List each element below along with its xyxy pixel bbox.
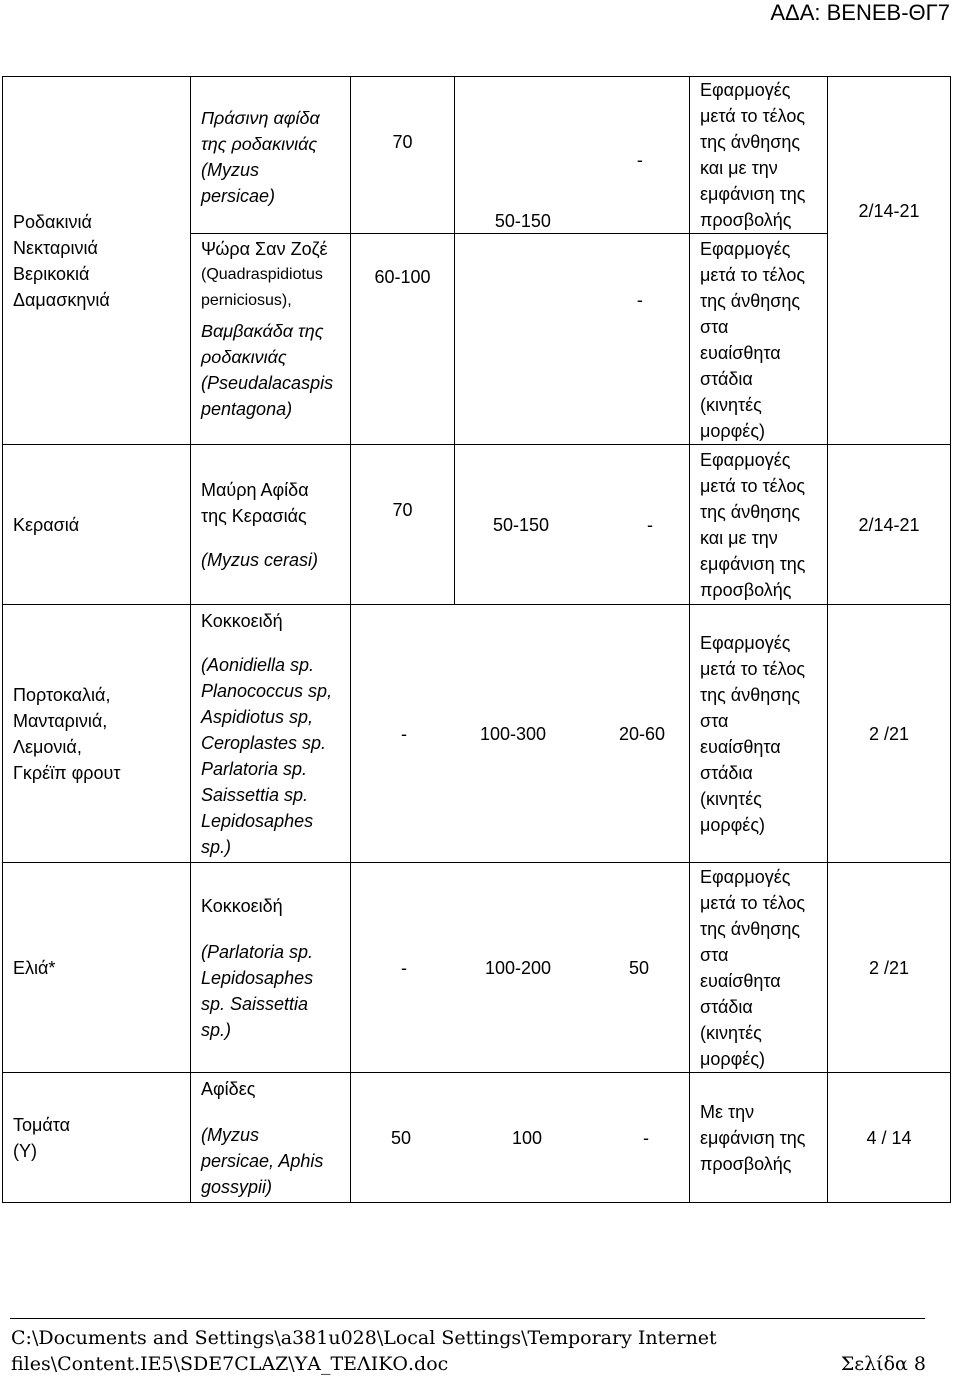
dose-c-value: 50 <box>628 957 649 978</box>
pest-name: της ροδακινιάς <box>201 134 318 154</box>
timing-text: μετά το τέλος <box>700 475 806 496</box>
timing-text: ευαίσθητα <box>700 343 781 363</box>
pest-cell <box>191 1073 351 1203</box>
page-number: Σελίδα 8 <box>840 1353 926 1375</box>
crop-name: Νεκταρινιά <box>13 237 98 258</box>
crop-cell <box>3 1073 191 1203</box>
timing-text: εμφάνιση της <box>700 184 806 204</box>
file-path: C:\Documents and Settings\a381u028\Local Settings\Temporary Internet <box>11 1327 717 1349</box>
dose-b-value: 50-150 <box>494 211 551 231</box>
apps-value: 2 /21 <box>868 723 910 744</box>
apps-cell <box>828 863 951 1073</box>
timing-text: Εφαρμογές <box>700 80 791 100</box>
timing-text: Εφαρμογές <box>700 866 791 887</box>
timing-cell <box>690 605 828 863</box>
pest-name: Μαύρη Αφίδα <box>201 479 309 500</box>
document-code: ΑΔΑ: ΒΕΝΕΒ-ΘΓ7 <box>770 0 950 25</box>
table-row <box>3 605 951 863</box>
dose-a-cell <box>351 445 455 605</box>
crop-name: Μανταρινιά, <box>13 710 108 731</box>
pest-name: Ψώρα Σαν Ζοζέ <box>201 239 328 259</box>
pest-cell <box>191 605 351 863</box>
timing-text: μετά το τέλος <box>700 106 806 126</box>
table-row <box>3 863 951 1073</box>
pesticide-table <box>2 76 951 1203</box>
timing-text: Εφαρμογές <box>700 449 791 470</box>
timing-text: προσβολής <box>700 579 792 600</box>
timing-text: (κινητές <box>700 395 762 415</box>
page-footer <box>11 1325 926 1377</box>
dose-c-value: - <box>647 514 653 535</box>
pest-latin: sp. Saissettia <box>201 993 309 1014</box>
dose-a-cell <box>351 77 455 234</box>
dose-values-cell <box>351 863 690 1073</box>
pest-name: Κοκκοειδή <box>201 895 283 916</box>
dose-c-value: - <box>636 290 643 310</box>
pest-latin: (Parlatoria sp. <box>201 941 314 962</box>
apps-value: 2 /21 <box>868 957 910 978</box>
timing-text: εμφάνιση της <box>700 553 806 574</box>
table-row <box>3 445 951 605</box>
dose-a-cell <box>351 234 455 445</box>
timing-text: μετά το τέλος <box>700 265 806 285</box>
timing-text: της άνθησης <box>700 132 801 152</box>
crop-name: Βερικοκιά <box>13 263 90 284</box>
timing-text: ευαίσθητα <box>700 970 781 991</box>
apps-cell <box>828 445 951 605</box>
crop-name: Πορτοκαλιά, <box>13 684 111 705</box>
timing-cell <box>690 234 828 445</box>
timing-text: Εφαρμογές <box>700 239 791 259</box>
pest-latin: (Aonidiella sp. <box>201 654 315 675</box>
pest-name: Αφίδες <box>201 1078 256 1099</box>
dose-a-value: 60-100 <box>374 267 431 287</box>
dose-values-cell <box>351 605 690 863</box>
apps-cell <box>828 1073 951 1203</box>
dose-a-value: - <box>401 723 407 744</box>
apps-cell <box>828 605 951 863</box>
timing-text: προσβολής <box>700 1153 792 1174</box>
crop-cell <box>3 863 191 1073</box>
pest-name: της Κερασιάς <box>201 505 307 526</box>
timing-text: Εφαρμογές <box>700 632 791 653</box>
pest-name: Κοκκοειδή <box>201 610 283 631</box>
pest-latin: perniciosus), <box>201 292 292 309</box>
pest-latin: Lepidosaphes <box>201 967 314 988</box>
pest-cell <box>191 234 351 445</box>
pest-name: pentagona) <box>201 399 293 419</box>
pest-cell <box>191 77 351 234</box>
timing-text: στάδια <box>700 996 753 1017</box>
pest-latin: gossypii) <box>201 1176 273 1197</box>
timing-text: στάδια <box>700 762 753 783</box>
crop-cell <box>3 605 191 863</box>
pest-latin: Aspidiotus sp, <box>201 706 314 727</box>
pest-latin: Parlatoria sp. <box>201 758 308 779</box>
timing-text: της άνθησης <box>700 291 801 311</box>
timing-text: προσβολής <box>700 210 792 230</box>
footer-divider <box>10 1318 925 1319</box>
timing-text: της άνθησης <box>700 918 801 939</box>
timing-text: μορφές) <box>700 1048 765 1069</box>
timing-text: και με την <box>700 158 778 178</box>
timing-text: στα <box>700 944 729 965</box>
dose-b-value: 100-300 <box>479 723 546 744</box>
timing-text: μετά το τέλος <box>700 658 806 679</box>
crop-name: Ελιά* <box>13 957 56 978</box>
timing-cell <box>690 863 828 1073</box>
timing-text: στα <box>700 317 729 337</box>
timing-text: εμφάνιση της <box>700 1127 806 1148</box>
pest-latin: Ceroplastes sp. <box>201 732 327 753</box>
pest-name: (Myzus <box>201 160 259 180</box>
crop-name: (Υ) <box>13 1140 37 1161</box>
pest-name: (Pseudalacaspis <box>201 373 334 393</box>
timing-text: στα <box>700 710 729 731</box>
file-path: files\Content.IE5\SDE7CLAZ\ΥΑ_ΤΕΛΙΚΟ.doc <box>11 1353 449 1375</box>
timing-text: και με την <box>700 527 778 548</box>
pest-latin: (Quadraspidiotus <box>201 266 323 283</box>
apps-value: 2/14-21 <box>858 514 920 535</box>
pest-latin: Saissettia sp. <box>201 784 309 805</box>
dose-bc-cell <box>455 211 690 445</box>
timing-cell <box>690 77 828 234</box>
pest-latin: persicae, Aphis <box>201 1150 324 1171</box>
timing-text: της άνθησης <box>700 684 801 705</box>
pest-name: ροδακινιάς <box>201 347 287 367</box>
pest-latin: sp.) <box>201 836 232 857</box>
dose-bc-cell <box>455 445 690 605</box>
crop-name: Κερασιά <box>13 514 80 535</box>
timing-cell <box>690 1073 828 1203</box>
apps-value: 4 / 14 <box>866 1127 912 1148</box>
timing-text: στάδια <box>700 369 753 389</box>
dose-b-value: 50-150 <box>493 514 550 535</box>
pest-latin: (Myzus <box>201 1124 259 1145</box>
pest-name: persicae) <box>201 186 276 206</box>
dose-values-cell <box>351 1073 690 1203</box>
table-row <box>3 1073 951 1203</box>
crop-name: Τομάτα <box>13 1114 71 1135</box>
dose-a-value: 70 <box>392 132 413 152</box>
crop-name: Ροδακινιά <box>13 211 92 232</box>
timing-text: της άνθησης <box>700 501 801 522</box>
crop-cell <box>3 445 191 605</box>
apps-value: 2/14-21 <box>858 200 920 221</box>
dose-a-value: 70 <box>392 499 413 520</box>
timing-text: μορφές) <box>700 421 765 441</box>
pest-latin: Planococcus sp, <box>201 680 333 701</box>
apps-cell <box>828 77 951 445</box>
dose-c-value: 20-60 <box>618 723 665 744</box>
crop-name: Γκρέϊπ φρουτ <box>13 762 121 783</box>
crop-cell <box>3 77 191 445</box>
timing-text: Με την <box>700 1101 755 1122</box>
timing-cell <box>690 445 828 605</box>
pest-latin: sp.) <box>201 1019 232 1040</box>
pest-cell <box>191 863 351 1073</box>
dose-a-value: 50 <box>391 1127 412 1148</box>
timing-text: μετά το τέλος <box>700 892 806 913</box>
crop-name: Λεμονιά, <box>13 736 82 757</box>
pest-cell <box>191 445 351 605</box>
pest-name: Πράσινη αφίδα <box>201 108 320 128</box>
dose-b-value: 100 <box>511 1127 543 1148</box>
dose-a-value: - <box>401 957 407 978</box>
timing-text: ευαίσθητα <box>700 736 781 757</box>
timing-text: (κινητές <box>700 788 762 809</box>
timing-text: (κινητές <box>700 1022 762 1043</box>
crop-name: Δαμασκηνιά <box>13 289 110 310</box>
dose-b-value: 100-200 <box>484 957 552 978</box>
pest-latin: Lepidosaphes <box>201 810 314 831</box>
timing-text: μορφές) <box>700 814 765 835</box>
pest-latin: (Myzus cerasi) <box>201 549 319 570</box>
dose-c-value: - <box>642 1127 649 1148</box>
pest-name: Βαμβακάδα της <box>201 321 324 341</box>
dose-c-value: - <box>636 150 643 170</box>
